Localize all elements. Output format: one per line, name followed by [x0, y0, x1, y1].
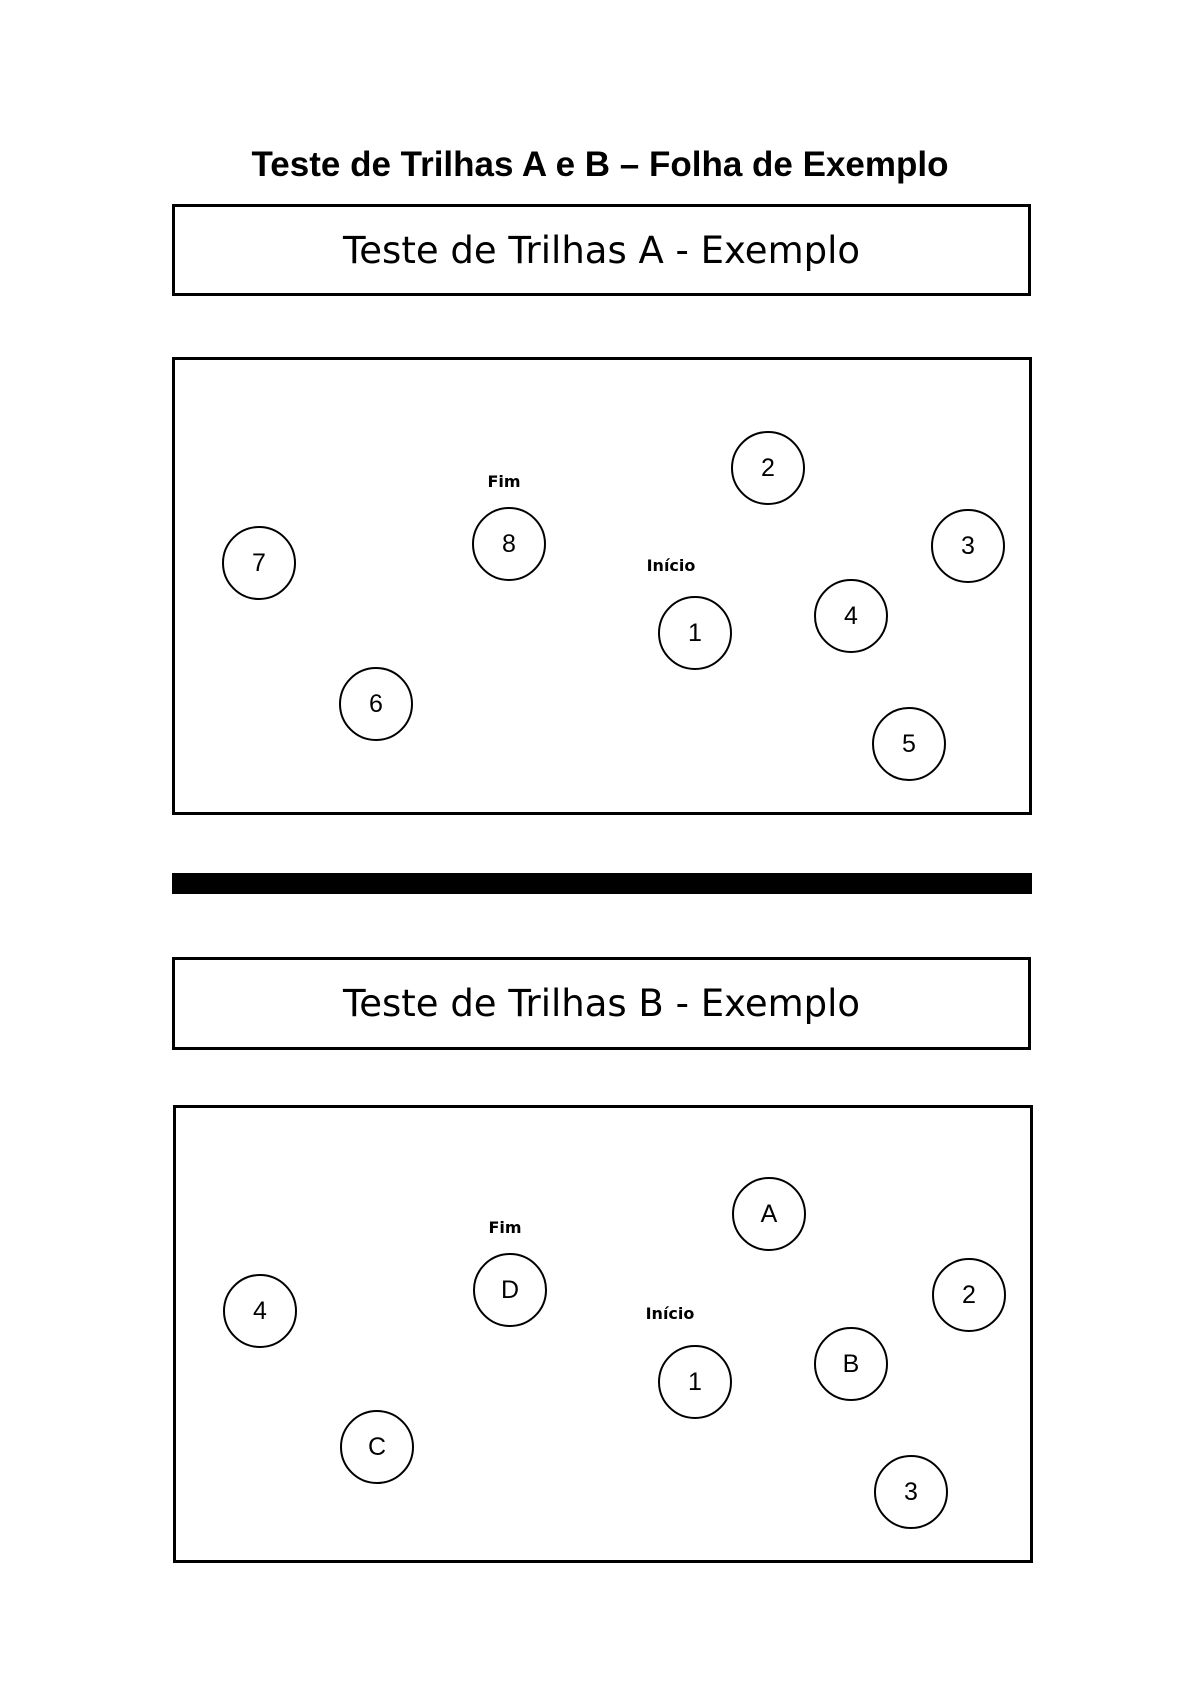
trail-circle[interactable]: D: [473, 1253, 547, 1327]
end-label: Fim: [488, 1218, 522, 1237]
trail-circle[interactable]: A: [732, 1177, 806, 1251]
trail-circle[interactable]: 4: [223, 1274, 297, 1348]
trail-circle[interactable]: 8: [472, 507, 546, 581]
section-a-header: Teste de Trilhas A - Exemplo: [172, 204, 1031, 296]
trail-circle[interactable]: 4: [814, 579, 888, 653]
trail-circle[interactable]: 1: [658, 596, 732, 670]
trail-b-panel: [173, 1105, 1033, 1563]
trail-circle[interactable]: 3: [931, 509, 1005, 583]
trail-circle[interactable]: C: [340, 1410, 414, 1484]
trail-circle[interactable]: 6: [339, 667, 413, 741]
trail-circle[interactable]: B: [814, 1327, 888, 1401]
trail-a-panel: [172, 357, 1032, 815]
trail-circle[interactable]: 5: [872, 707, 946, 781]
section-divider: [172, 873, 1032, 894]
trail-circle[interactable]: 3: [874, 1455, 948, 1529]
start-label: Início: [645, 1304, 695, 1323]
page-title: Teste de Trilhas A e B – Folha de Exemplo: [251, 145, 949, 184]
start-label: Início: [646, 556, 696, 575]
section-b-header: Teste de Trilhas B - Exemplo: [172, 957, 1031, 1050]
end-label: Fim: [487, 472, 521, 491]
trail-circle[interactable]: 7: [222, 526, 296, 600]
trail-circle[interactable]: 1: [658, 1345, 732, 1419]
trail-circle[interactable]: 2: [932, 1258, 1006, 1332]
trail-circle[interactable]: 2: [731, 431, 805, 505]
